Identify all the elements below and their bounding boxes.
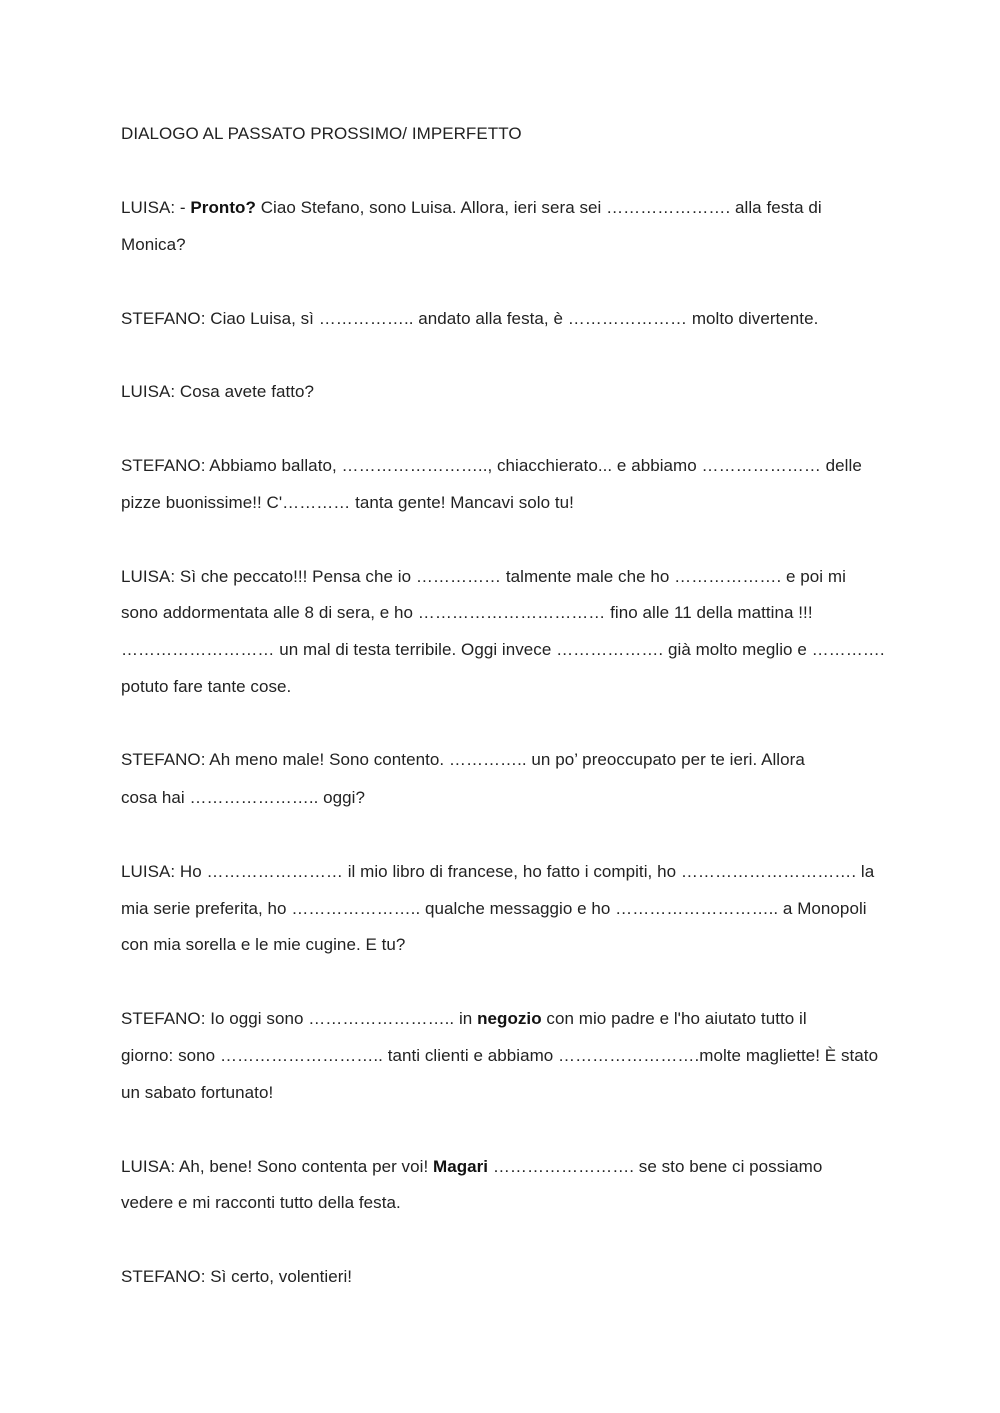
dialogue-line (121, 1009, 807, 1029)
dialogue-text: STEFANO: Io oggi sono …………………….. in (121, 1009, 478, 1028)
dialogue-line (121, 198, 822, 218)
dialogue-line: LUISA: Sì che peccato!!! Pensa che io …………… talmente male che ho ………………. e poi mi (121, 567, 846, 586)
speaker-text: LUISA: - (121, 198, 191, 217)
dialogue-line: STEFANO: Abbiamo ballato, …………………….., chiacchierato... e abbiamo ………………… delle (121, 456, 862, 475)
dialogue-text: LUISA: Ah, bene! Sono contenta per voi! (121, 1157, 433, 1176)
bold-word: Magari (432, 1157, 489, 1176)
document-title: DIALOGO AL PASSATO PROSSIMO/ IMPERFETTO (121, 124, 522, 143)
dialogue-line: STEFANO: Ciao Luisa, sì …………….. andato alla festa, è ………………… molto divertente. (121, 309, 819, 328)
dialogue-text: con mio padre e l'ho aiutato tutto il (541, 1009, 807, 1028)
dialogue-line: LUISA: Ho …………………… il mio libro di francese, ho fatto i compiti, ho …………………………. la (121, 862, 875, 881)
dialogue-line: giorno: sono ……………………….. tanti clienti e abbiamo …………………….molte magliette! È stato (121, 1046, 879, 1065)
dialogue-line: potuto fare tante cose. (121, 677, 292, 696)
bold-word: Pronto? (190, 198, 256, 217)
dialogue-text: Ciao Stefano, sono Luisa. Allora, ieri sera sei …………………. alla festa di (255, 198, 822, 217)
dialogue-line: mia serie preferita, ho ………………….. qualche messaggio e ho ……………………….. a Monopoli (121, 899, 867, 918)
dialogue-line: STEFANO: Ah meno male! Sono contento. ………….. un po’ preoccupato per te ieri. Allora (121, 750, 805, 769)
dialogue-line: sono addormentata alle 8 di sera, e ho …………………………… fino alle 11 della mattina !!! (121, 603, 813, 622)
dialogue-line: LUISA: Cosa avete fatto? (121, 382, 315, 401)
dialogue-line: cosa hai ………………….. oggi? (121, 788, 366, 807)
dialogue-line: pizze buonissime!! C'………… tanta gente! Mancavi solo tu! (121, 493, 574, 512)
dialogue-line: vedere e mi racconti tutto della festa. (121, 1193, 401, 1212)
bold-word: negozio (477, 1009, 542, 1028)
dialogue-line: Monica? (121, 235, 186, 254)
dialogue-line: STEFANO: Sì certo, volentieri! (121, 1267, 353, 1286)
dialogue-line: ……………………… un mal di testa terribile. Oggi invece ………………. già molto meglio e …………. (121, 640, 885, 659)
dialogue-line (121, 1157, 822, 1177)
dialogue-line: con mia sorella e le mie cugine. E tu? (121, 935, 406, 954)
dialogue-line: un sabato fortunato! (121, 1083, 274, 1102)
dialogue-text: ……………………. se sto bene ci possiamo (488, 1157, 823, 1176)
